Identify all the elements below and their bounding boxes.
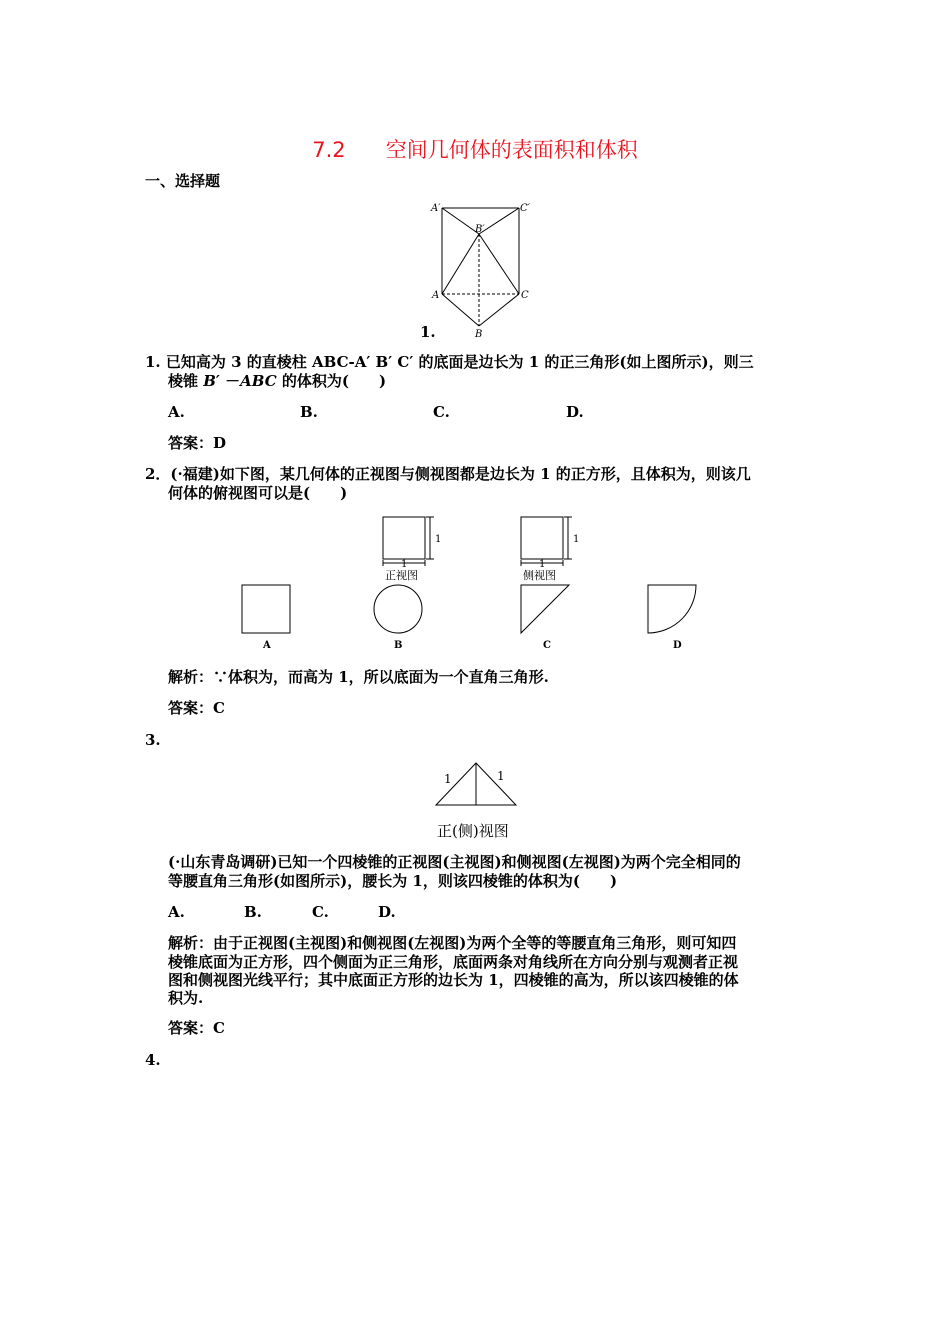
q1-line1: 1. 已知高为 3 的直棱柱 ABC-A′ B′ C′ 的底面是边长为 1 的正三角形(如上图所示)，则三 bbox=[145, 353, 754, 371]
q2-answer: 答案：C bbox=[168, 699, 225, 717]
front-dim-h: 1 bbox=[401, 559, 408, 570]
prism-figure bbox=[420, 196, 540, 341]
choice-label-d: D bbox=[673, 640, 682, 651]
choice-label-c: C bbox=[543, 640, 551, 651]
triangle-figure bbox=[430, 755, 525, 813]
title-text: 空间几何体的表面积和体积 bbox=[385, 138, 638, 162]
q4-number: 4. bbox=[145, 1051, 161, 1069]
option-a-square bbox=[242, 585, 290, 633]
q1-option-b[interactable]: B. bbox=[300, 403, 318, 421]
q3-analysis-line3: 图和侧视图光线平行；其中底面正方形的边长为 1，四棱锥的高为，所以该四棱锥的体 bbox=[168, 971, 739, 989]
choice-label-b: B bbox=[394, 640, 403, 651]
q3-analysis-line4: 积为. bbox=[168, 989, 204, 1007]
page-title bbox=[0, 134, 950, 164]
choice-label-a: A bbox=[263, 640, 271, 651]
label-b-prime: B′ bbox=[475, 224, 485, 235]
label-c-prime: C′ bbox=[520, 203, 530, 214]
title-number: 7.2 bbox=[312, 138, 346, 162]
front-view-label: 正视图 bbox=[385, 569, 418, 582]
q1-option-c[interactable]: C. bbox=[433, 403, 450, 421]
q1-answer: 答案：D bbox=[168, 434, 227, 452]
section-heading: 一、选择题 bbox=[145, 172, 221, 190]
option-b-circle bbox=[374, 585, 422, 633]
q2-line2: 何体的俯视图可以是( ) bbox=[168, 484, 348, 502]
q3-option-b[interactable]: B. bbox=[244, 903, 262, 921]
triangle-label-left: 1 bbox=[444, 772, 452, 786]
q3-figure-caption: 正(侧)视图 bbox=[437, 822, 509, 840]
q3-number: 3. bbox=[145, 731, 161, 749]
label-a-prime: A′ bbox=[431, 203, 441, 214]
q2-analysis: 解析：∵体积为，而高为 1，所以底面为一个直角三角形. bbox=[168, 668, 549, 686]
label-c: C bbox=[521, 290, 529, 301]
triangle-label-right: 1 bbox=[497, 769, 505, 783]
q3-option-c[interactable]: C. bbox=[312, 903, 329, 921]
q3-analysis-line2: 棱锥底面为正方形，四个侧面为正三角形，底面两条对角线所在方向分别与观测者正视 bbox=[168, 953, 739, 971]
q3-option-d[interactable]: D. bbox=[378, 903, 396, 921]
figure-caption-1: 1. bbox=[420, 323, 436, 341]
views-figure bbox=[230, 510, 710, 655]
label-b: B bbox=[475, 329, 483, 340]
q1-option-a[interactable]: A. bbox=[168, 403, 185, 421]
option-d-quarter bbox=[648, 585, 696, 633]
front-dim-v: 1 bbox=[435, 534, 442, 545]
q3-option-a[interactable]: A. bbox=[168, 903, 185, 921]
side-dim-h: 1 bbox=[539, 559, 546, 570]
q3-analysis-line1: 解析：由于正视图(主视图)和侧视图(左视图)为两个全等的等腰直角三角形，则可知四 bbox=[168, 934, 737, 952]
q1-option-d[interactable]: D. bbox=[566, 403, 584, 421]
side-view-label: 侧视图 bbox=[523, 569, 556, 582]
q3-line1: (·山东青岛调研)已知一个四棱锥的正视图(主视图)和侧视图(左视图)为两个完全相同的 bbox=[168, 853, 741, 871]
side-dim-v: 1 bbox=[573, 534, 580, 545]
q2-line1: 2．(·福建)如下图，某几何体的正视图与侧视图都是边长为 1 的正方形，且体积为，则该几 bbox=[145, 465, 751, 483]
q1-line2: 棱锥 B′ －ABC 的体积为( ) bbox=[168, 372, 387, 390]
q3-line2: 等腰直角三角形(如图所示)，腰长为 1，则该四棱锥的体积为( ) bbox=[168, 872, 618, 890]
label-a: A bbox=[432, 290, 440, 301]
option-c-triangle bbox=[521, 585, 569, 633]
q3-answer: 答案：C bbox=[168, 1019, 225, 1037]
